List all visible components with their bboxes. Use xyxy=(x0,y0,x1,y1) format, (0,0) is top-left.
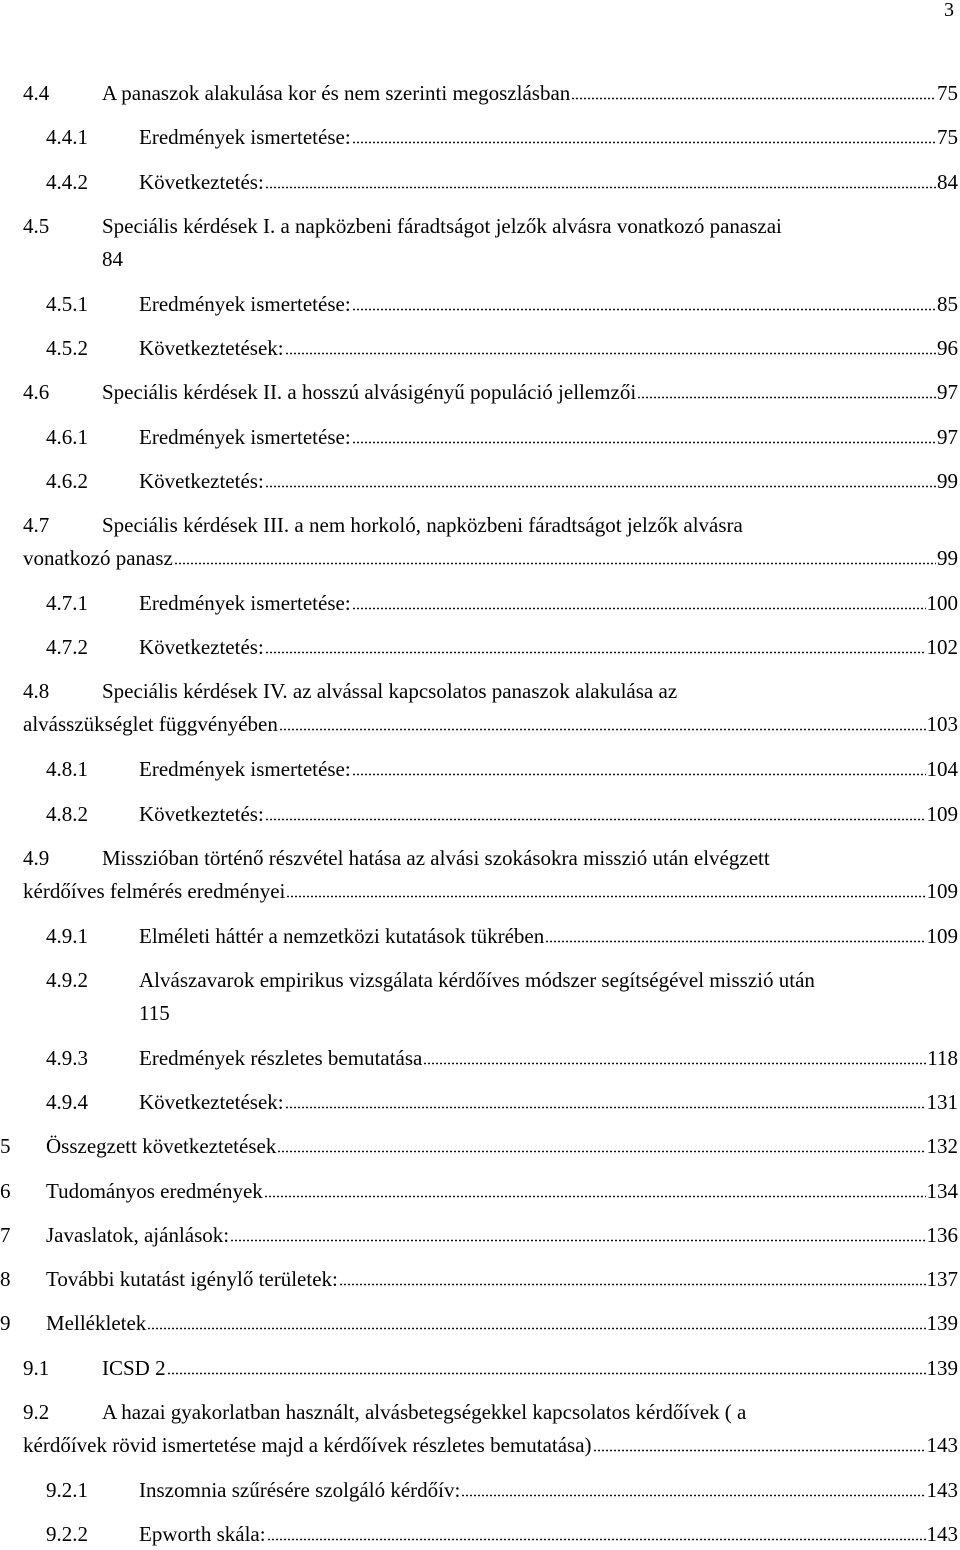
page-number: 3 xyxy=(944,0,954,21)
toc-entry-4-7[interactable] xyxy=(0,513,958,570)
toc-entry-number: 4.9.1 xyxy=(46,924,88,948)
toc-entry-title: Misszióban történő részvétel hatása az alvási szokásokra misszió után elvégzett xyxy=(102,846,770,870)
toc-entry-4-6[interactable] xyxy=(0,380,958,404)
toc-entry-number: 9.2 xyxy=(23,1400,50,1424)
toc-entry-page: 75 xyxy=(937,125,958,149)
toc-entry-4-5[interactable] xyxy=(0,214,958,271)
toc-entry-4-8-1[interactable] xyxy=(0,757,958,781)
toc-entry-title: Eredmények részletes bemutatása xyxy=(139,1046,423,1070)
toc-entry-page: 143 xyxy=(926,1433,958,1457)
dot-leader xyxy=(277,1150,925,1153)
toc-entry-number: 4.5.1 xyxy=(46,292,88,316)
dot-leader xyxy=(545,940,925,943)
dot-leader xyxy=(279,728,926,731)
toc-entry-9-1[interactable] xyxy=(0,1356,958,1380)
toc-entry-9[interactable] xyxy=(0,1311,958,1335)
toc-entry-title-cont: alvásszükséglet függvényében xyxy=(23,712,278,736)
toc-entry-title: A hazai gyakorlatban használt, alvásbetegségekkel kapcsolatos kérdőívek ( a xyxy=(102,1400,747,1424)
toc-entry-title: További kutatást igénylő területek: xyxy=(46,1267,338,1291)
toc-entry-page: 132 xyxy=(926,1134,958,1158)
toc-entry-page: 99 xyxy=(937,546,958,570)
toc-entry-4-8[interactable] xyxy=(0,679,958,736)
dot-leader xyxy=(571,97,936,100)
toc-entry-page: 104 xyxy=(926,757,958,781)
toc-entry-8[interactable] xyxy=(0,1267,958,1291)
toc-entry-page: 139 xyxy=(926,1311,958,1335)
toc-entry-page: 118 xyxy=(927,1046,958,1070)
toc-entry-page: 84 xyxy=(937,170,958,194)
dot-leader xyxy=(147,1327,925,1330)
toc-entry-title: Speciális kérdések III. a nem horkoló, napközbeni fáradtságot jelzők alvásra xyxy=(102,513,743,537)
toc-entry-5[interactable] xyxy=(0,1134,958,1158)
toc-entry-page: 99 xyxy=(937,469,958,493)
toc-entry-title-cont: vonatkozó panasz xyxy=(23,546,173,570)
toc-entry-title: Alvászavarok empirikus vizsgálata kérdőíves módszer segítségével misszió után xyxy=(139,968,815,992)
dot-leader xyxy=(265,186,936,189)
toc-entry-page: 109 xyxy=(926,879,958,903)
toc-entry-number: 4.6 xyxy=(23,380,50,404)
toc-entry-page: 102 xyxy=(926,635,958,659)
toc-entry-title: Speciális kérdések II. a hosszú alvásigényű populáció jellemzői xyxy=(102,380,637,404)
toc-entry-page: 85 xyxy=(937,292,958,316)
toc-entry-9-2[interactable] xyxy=(0,1400,958,1457)
dot-leader xyxy=(267,1538,926,1541)
dot-leader xyxy=(593,1449,926,1452)
toc-entry-page: 137 xyxy=(926,1267,958,1291)
toc-entry-title: Következtetés: xyxy=(139,802,264,826)
toc-entry-page: 131 xyxy=(926,1090,958,1114)
toc-entry-title-cont: kérdőívek rövid ismertetése majd a kérdőívek részletes bemutatása) xyxy=(23,1433,592,1457)
dot-leader xyxy=(461,1494,925,1497)
toc-entry-page: 143 xyxy=(926,1478,958,1502)
dot-leader xyxy=(230,1239,925,1242)
dot-leader xyxy=(286,895,925,898)
toc-entry-title: Eredmények ismertetése: xyxy=(139,425,351,449)
toc-entry-page: 139 xyxy=(926,1356,958,1380)
toc-entry-number: 8 xyxy=(0,1267,11,1291)
dot-leader xyxy=(637,396,936,399)
toc-entry-number: 4.7 xyxy=(23,513,50,537)
toc-entry-title: Eredmények ismertetése: xyxy=(139,292,351,316)
dot-leader xyxy=(167,1372,926,1375)
toc-entry-title-cont: kérdőíves felmérés eredményei xyxy=(23,879,286,903)
dot-leader xyxy=(265,485,936,488)
toc-entry-number: 6 xyxy=(0,1179,11,1203)
toc-entry-9-2-1[interactable] xyxy=(0,1478,958,1502)
toc-entry-4-9[interactable] xyxy=(0,846,958,903)
toc-entry-4-7-2[interactable] xyxy=(0,635,958,659)
toc-entry-number: 4.6.2 xyxy=(46,469,88,493)
toc-entry-title: Speciális kérdések I. a napközbeni fáradtságot jelzők alvásra vonatkozó panaszai xyxy=(102,214,782,238)
toc-entry-4-5-1[interactable] xyxy=(0,292,958,316)
dot-leader xyxy=(352,441,936,444)
toc-entry-number: 4.4 xyxy=(23,81,50,105)
toc-entry-title: Inszomnia szűrésére szolgáló kérdőív: xyxy=(139,1478,461,1502)
dot-leader xyxy=(174,562,936,565)
toc-entry-title: Tudományos eredmények xyxy=(46,1179,263,1203)
toc-entry-title: Eredmények ismertetése: xyxy=(139,591,351,615)
toc-entry-number: 4.4.2 xyxy=(46,170,88,194)
dot-leader xyxy=(352,308,936,311)
toc-entry-6[interactable] xyxy=(0,1179,958,1203)
toc-entry-title: Összegzett következtetések xyxy=(46,1134,277,1158)
toc-entry-title: Javaslatok, ajánlások: xyxy=(46,1223,230,1247)
dot-leader xyxy=(352,141,936,144)
dot-leader xyxy=(285,352,936,355)
toc-entry-title: A panaszok alakulása kor és nem szerinti megoszlásban xyxy=(102,81,571,105)
toc-entry-number: 4.5 xyxy=(23,214,50,238)
toc-entry-title: Következtetések: xyxy=(139,336,284,360)
toc-entry-number: 4.9.2 xyxy=(46,968,88,992)
toc-entry-number: 4.6.1 xyxy=(46,425,88,449)
dot-leader xyxy=(423,1062,926,1065)
dot-leader xyxy=(265,818,926,821)
toc-entry-4-4[interactable] xyxy=(0,81,958,105)
toc-entry-title: Speciális kérdések IV. az alvással kapcsolatos panaszok alakulása az xyxy=(102,679,678,703)
toc-entry-title: Elméleti háttér a nemzetközi kutatások tükrében xyxy=(139,924,545,948)
toc-entry-page: 143 xyxy=(926,1522,958,1546)
toc-entry-title: Mellékletek xyxy=(46,1311,147,1335)
toc-entry-4-9-3[interactable] xyxy=(0,1046,958,1070)
toc-entry-number: 4.7.1 xyxy=(46,591,88,615)
toc-entry-title: Következtetések: xyxy=(139,1090,284,1114)
toc-entry-4-9-1[interactable] xyxy=(0,924,958,948)
toc-entry-number: 4.8.1 xyxy=(46,757,88,781)
toc-entry-page: 97 xyxy=(937,380,958,404)
toc-entry-4-4-2[interactable] xyxy=(0,170,958,194)
toc-entry-4-7-1[interactable] xyxy=(0,591,958,615)
toc-entry-page: 109 xyxy=(926,802,958,826)
toc-entry-number: 9 xyxy=(0,1311,11,1335)
toc-entry-number: 9.2.1 xyxy=(46,1478,88,1502)
toc-entry-7[interactable] xyxy=(0,1223,958,1247)
toc-entry-number: 9.1 xyxy=(23,1356,50,1380)
toc-entry-number: 7 xyxy=(0,1223,11,1247)
toc-entry-title: Következtetés: xyxy=(139,635,264,659)
toc-entry-4-9-4[interactable] xyxy=(0,1090,958,1114)
toc-entry-number: 4.5.2 xyxy=(46,336,88,360)
toc-entry-title: Következtetés: xyxy=(139,170,264,194)
dot-leader xyxy=(264,1195,926,1198)
toc-entry-4-9-2[interactable] xyxy=(0,968,958,1025)
toc-entry-page: 103 xyxy=(926,712,958,736)
toc-entry-4-4-1[interactable] xyxy=(0,125,958,149)
toc-entry-page: 115 xyxy=(139,1001,170,1025)
toc-entry-4-6-2[interactable] xyxy=(0,469,958,493)
toc-entry-number: 4.9.3 xyxy=(46,1046,88,1070)
dot-leader xyxy=(265,651,926,654)
toc-entry-4-5-2[interactable] xyxy=(0,336,958,360)
dot-leader xyxy=(352,607,926,610)
toc-entry-title: Epworth skála: xyxy=(139,1522,266,1546)
toc-entry-number: 4.8.2 xyxy=(46,802,88,826)
toc-entry-9-2-2[interactable] xyxy=(0,1522,958,1546)
toc-entry-4-6-1[interactable] xyxy=(0,425,958,449)
toc-entry-page: 97 xyxy=(937,425,958,449)
toc-entry-4-8-2[interactable] xyxy=(0,802,958,826)
dot-leader xyxy=(339,1283,926,1286)
toc-entry-page: 84 xyxy=(102,247,123,271)
toc-entry-number: 5 xyxy=(0,1134,11,1158)
toc-entry-number: 4.4.1 xyxy=(46,125,88,149)
dot-leader xyxy=(352,773,926,776)
toc-entry-title: Következtetés: xyxy=(139,469,264,493)
toc-entry-page: 96 xyxy=(937,336,958,360)
toc-entry-number: 4.9 xyxy=(23,846,50,870)
toc-entry-title: Eredmények ismertetése: xyxy=(139,125,351,149)
toc-entry-title: ICSD 2 xyxy=(102,1356,166,1380)
toc-entry-page: 75 xyxy=(937,81,958,105)
toc-entry-page: 136 xyxy=(926,1223,958,1247)
toc-entry-title: Eredmények ismertetése: xyxy=(139,757,351,781)
dot-leader xyxy=(285,1106,926,1109)
toc-entry-page: 100 xyxy=(926,591,958,615)
toc-entry-page: 109 xyxy=(926,924,958,948)
toc-entry-number: 4.9.4 xyxy=(46,1090,88,1114)
toc-entry-number: 4.7.2 xyxy=(46,635,88,659)
toc-entry-number: 4.8 xyxy=(23,679,50,703)
toc-entry-page: 134 xyxy=(926,1179,958,1203)
toc-entry-number: 9.2.2 xyxy=(46,1522,88,1546)
